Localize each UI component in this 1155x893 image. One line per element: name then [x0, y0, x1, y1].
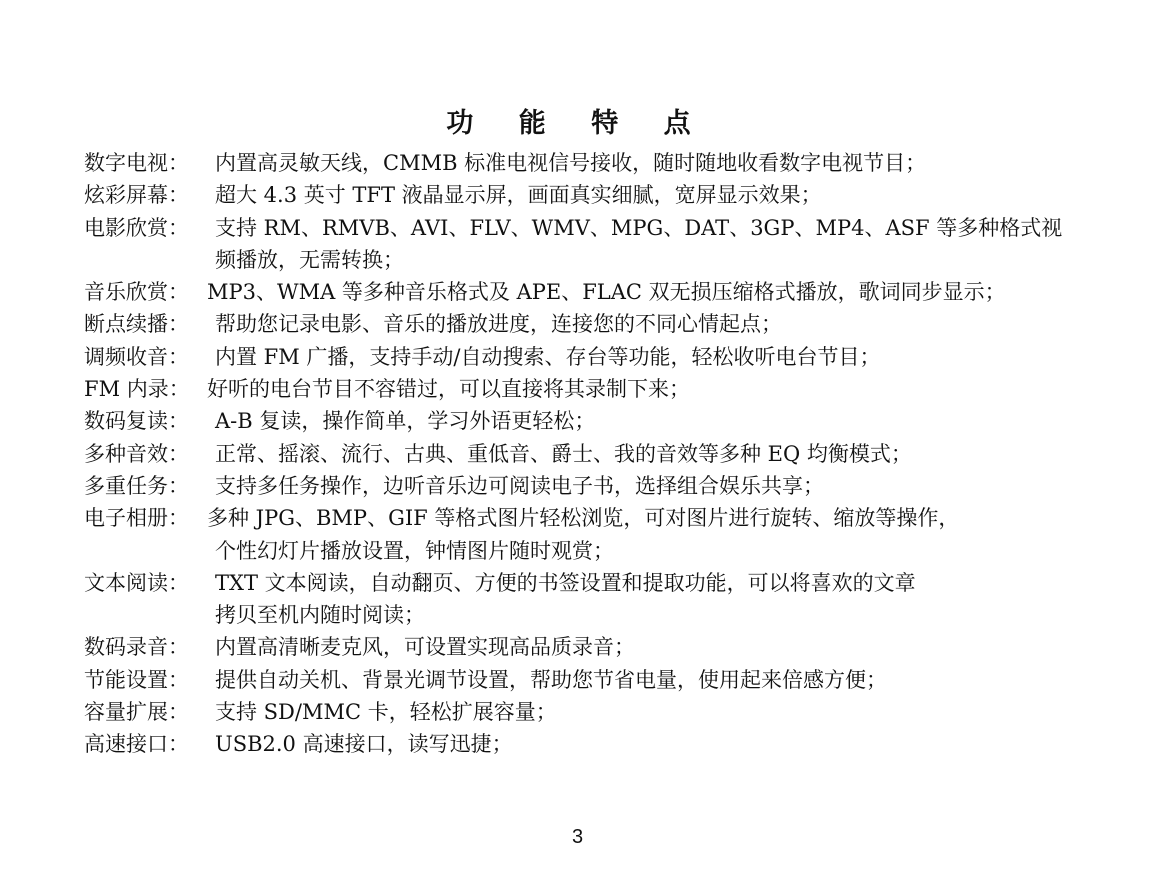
feature-label: 调频收音：	[84, 344, 189, 369]
feature-description: 内置高清晰麦克风，可设置实现高品质录音；	[215, 635, 635, 660]
feature-label: 容量扩展：	[84, 700, 189, 725]
feature-item	[84, 341, 1084, 373]
feature-item	[84, 502, 1084, 534]
feature-description: 支持 SD/MMC 卡，轻松扩展容量；	[215, 700, 557, 725]
feature-item	[84, 631, 1084, 663]
feature-label: 断点续播：	[84, 312, 189, 337]
feature-description: USB2.0 高速接口，读写迅捷；	[215, 732, 513, 757]
feature-label: 多种音效：	[84, 441, 189, 466]
feature-label: 电子相册：	[84, 506, 189, 531]
feature-description-continued: 个性幻灯片播放设置，钟情图片随时观赏；	[215, 538, 614, 563]
feature-description: 多种 JPG、BMP、GIF 等格式图片轻松浏览，可对图片进行旋转、缩放等操作，	[207, 506, 960, 531]
feature-description: A-B 复读，操作简单，学习外语更轻松；	[215, 409, 596, 434]
feature-description: 内置高灵敏天线，CMMB 标准电视信号接收，随时随地收看数字电视节目；	[215, 151, 927, 175]
feature-label: 数码复读：	[84, 409, 189, 434]
feature-label: 数码录音：	[84, 635, 189, 660]
feature-description: 支持多任务操作，边听音乐边可阅读电子书，选择组合娱乐共享；	[215, 473, 824, 498]
page-number: 3	[571, 826, 584, 848]
feature-item	[84, 179, 1084, 211]
feature-item	[84, 405, 1084, 437]
feature-description: 提供自动关机、背景光调节设置，帮助您节省电量，使用起来倍感方便；	[215, 667, 887, 692]
feature-label: 文本阅读：	[84, 570, 189, 595]
feature-label: 高速接口：	[84, 732, 189, 757]
feature-item	[84, 664, 1084, 696]
page-title: 功 能 特 点	[446, 108, 709, 139]
feature-item	[84, 308, 1084, 340]
feature-label: FM 内录：	[84, 377, 190, 402]
feature-item	[84, 373, 1084, 405]
feature-description: 帮助您记录电影、音乐的播放进度，连接您的不同心情起点；	[215, 312, 782, 337]
feature-item	[84, 147, 1084, 179]
feature-item	[84, 276, 1084, 308]
feature-item	[84, 696, 1084, 728]
feature-label: 数字电视：	[84, 151, 189, 175]
feature-label: 音乐欣赏：	[84, 280, 189, 305]
feature-description: 支持 RM、RMVB、AVI、FLV、WMV、MPG、DAT、3GP、MP4、ASF 等多种格式视	[215, 215, 1063, 240]
feature-description: TXT 文本阅读，自动翻页、方便的书签设置和提取功能，可以将喜欢的文章	[215, 570, 916, 595]
feature-label: 多重任务：	[84, 473, 189, 498]
feature-item	[84, 438, 1084, 470]
feature-description: 超大 4.3 英寸 TFT 液晶显示屏，画面真实细腻，宽屏显示效果；	[215, 183, 822, 208]
feature-description: 内置 FM 广播，支持手动/自动搜索、存台等功能，轻松收听电台节目；	[215, 344, 881, 369]
feature-label: 节能设置：	[84, 667, 189, 692]
feature-label: 电影欣赏：	[84, 215, 189, 240]
feature-label: 炫彩屏幕：	[84, 183, 189, 208]
feature-item	[84, 567, 1084, 599]
feature-description: MP3、WMA 等多种音乐格式及 APE、FLAC 双无损压缩格式播放，歌词同步显示；	[207, 280, 1006, 305]
feature-item	[84, 728, 1084, 760]
feature-item	[84, 470, 1084, 502]
feature-item	[84, 212, 1084, 244]
feature-description-continued: 频播放，无需转换；	[215, 247, 404, 272]
feature-description: 好听的电台节目不容错过，可以直接将其录制下来；	[207, 377, 690, 402]
feature-description-continued: 拷贝至机内随时阅读；	[215, 603, 425, 628]
feature-description: 正常、摇滚、流行、古典、重低音、爵士、我的音效等多种 EQ 均衡模式；	[215, 441, 912, 466]
feature-list	[84, 147, 1084, 761]
